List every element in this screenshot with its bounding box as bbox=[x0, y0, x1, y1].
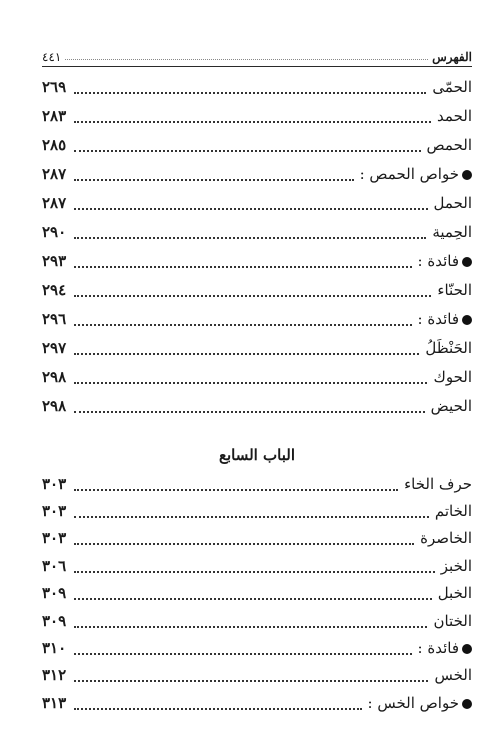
dot-leader bbox=[74, 179, 354, 181]
index-entry bbox=[42, 580, 472, 607]
entry-text: الخبز bbox=[440, 556, 472, 575]
entry-page-number: ٣٠٣ bbox=[42, 502, 67, 521]
entry-page-number: ٢٩٤ bbox=[42, 280, 67, 299]
entry-label bbox=[437, 107, 472, 125]
index-entry bbox=[42, 72, 472, 101]
dot-leader bbox=[74, 295, 431, 297]
index-entry bbox=[42, 304, 472, 333]
index-entry bbox=[42, 391, 472, 420]
entry-text: الحيض bbox=[430, 396, 472, 415]
index-entry bbox=[42, 470, 472, 497]
entry-page-number: ٢٩٦ bbox=[42, 309, 67, 328]
entry-page-number: ٣١٠ bbox=[42, 639, 67, 658]
entry-label bbox=[427, 136, 472, 154]
entry-label bbox=[433, 368, 472, 386]
entry-label bbox=[425, 339, 472, 357]
index-entry bbox=[42, 333, 472, 362]
entry-page-number: ٢٨٧ bbox=[42, 193, 67, 212]
index-entry bbox=[42, 130, 472, 159]
index-entry bbox=[42, 246, 472, 275]
dot-leader bbox=[74, 653, 412, 655]
entry-label bbox=[360, 165, 472, 183]
bullet-icon bbox=[462, 699, 472, 709]
entry-text: الحمد bbox=[437, 106, 472, 125]
entry-text: الحوك bbox=[433, 367, 472, 386]
entry-label bbox=[418, 639, 472, 657]
index-entry bbox=[42, 634, 472, 661]
entry-text: فائدة : bbox=[417, 309, 459, 328]
dot-leader bbox=[74, 266, 412, 268]
entry-page-number: ٣١٢ bbox=[42, 666, 67, 685]
entry-page-number: ٣١٣ bbox=[42, 693, 67, 712]
dot-leader bbox=[74, 353, 419, 355]
entry-page-number: ٣٠٣ bbox=[42, 529, 67, 548]
index-list-section-2 bbox=[42, 470, 472, 717]
entry-text: الحنّاء bbox=[437, 280, 472, 299]
bullet-icon bbox=[462, 315, 472, 325]
entry-label bbox=[432, 78, 472, 96]
entry-page-number: ٢٩٧ bbox=[42, 338, 67, 357]
running-head-leader bbox=[65, 59, 428, 60]
index-entry bbox=[42, 662, 472, 689]
entry-text: الحمّى bbox=[432, 77, 472, 96]
entry-text: الخاتم bbox=[434, 502, 472, 521]
dot-leader bbox=[74, 121, 431, 123]
entry-page-number: ٣٠٩ bbox=[42, 611, 67, 630]
entry-page-number: ٢٩٣ bbox=[42, 251, 67, 270]
index-entry bbox=[42, 101, 472, 130]
dot-leader bbox=[74, 489, 398, 491]
entry-label bbox=[418, 310, 472, 328]
index-entry bbox=[42, 217, 472, 246]
entry-page-number: ٢٦٩ bbox=[42, 77, 67, 96]
entry-text: الحِمية bbox=[432, 222, 472, 241]
dot-leader bbox=[74, 516, 429, 518]
running-head bbox=[42, 46, 472, 67]
entry-page-number: ٣٠٦ bbox=[42, 556, 67, 575]
entry-page-number: ٢٨٥ bbox=[42, 135, 67, 154]
dot-leader bbox=[74, 708, 362, 710]
entry-page-number: ٢٨٧ bbox=[42, 164, 67, 183]
entry-text: الختان bbox=[433, 611, 472, 630]
dot-leader bbox=[74, 411, 425, 413]
dot-leader bbox=[74, 598, 432, 600]
entry-text: الحمل bbox=[433, 193, 472, 212]
entry-label bbox=[432, 223, 472, 241]
index-list-section-1 bbox=[42, 72, 472, 420]
dot-leader bbox=[74, 237, 426, 239]
dot-leader bbox=[74, 543, 414, 545]
entry-text: خواص الحمص : bbox=[359, 164, 459, 183]
index-entry bbox=[42, 497, 472, 524]
entry-page-number: ٣٠٩ bbox=[42, 584, 67, 603]
entry-text: الحمص bbox=[426, 135, 472, 154]
entry-page-number: ٣٠٣ bbox=[42, 474, 67, 493]
entry-text: فائدة : bbox=[417, 251, 459, 270]
entry-label bbox=[438, 584, 472, 602]
index-entry bbox=[42, 689, 472, 716]
bullet-icon bbox=[462, 257, 472, 267]
dot-leader bbox=[74, 626, 427, 628]
entry-text: الخس bbox=[434, 666, 472, 685]
index-entry bbox=[42, 362, 472, 391]
index-entry bbox=[42, 607, 472, 634]
entry-page-number: ٢٩٨ bbox=[42, 367, 67, 386]
entry-page-number: ٢٨٣ bbox=[42, 106, 67, 125]
index-entry bbox=[42, 188, 472, 217]
dot-leader bbox=[74, 92, 426, 94]
entry-label bbox=[420, 529, 472, 547]
entry-text: الحَنْظَلُ bbox=[425, 338, 472, 357]
entry-label bbox=[437, 281, 472, 299]
dot-leader bbox=[74, 208, 428, 210]
entry-page-number: ٢٩٠ bbox=[42, 222, 67, 241]
dot-leader bbox=[74, 382, 427, 384]
dot-leader bbox=[74, 324, 412, 326]
running-head-title: الفهرس bbox=[432, 50, 472, 64]
entry-page-number: ٢٩٨ bbox=[42, 396, 67, 415]
entry-label bbox=[433, 612, 472, 630]
entry-label bbox=[441, 557, 472, 575]
index-entry bbox=[42, 552, 472, 579]
entry-label bbox=[431, 397, 472, 415]
index-entry bbox=[42, 525, 472, 552]
section-heading: الباب السابع bbox=[218, 446, 296, 464]
dot-leader bbox=[74, 150, 421, 152]
dot-leader bbox=[74, 680, 428, 682]
entry-label bbox=[434, 666, 472, 684]
entry-label bbox=[434, 194, 472, 212]
bullet-icon bbox=[462, 170, 472, 180]
entry-text: فائدة : bbox=[417, 639, 459, 658]
index-entry bbox=[42, 275, 472, 304]
entry-label bbox=[418, 252, 472, 270]
dot-leader bbox=[74, 571, 435, 573]
entry-text: الخبل bbox=[437, 584, 472, 603]
entry-text: حرف الخاء bbox=[404, 474, 472, 493]
entry-label bbox=[435, 502, 472, 520]
bullet-icon bbox=[462, 644, 472, 654]
entry-text: الخاصرة bbox=[420, 529, 472, 548]
entry-text: خواص الخس : bbox=[367, 693, 459, 712]
running-head-page-number: ٤٤١ bbox=[42, 50, 62, 64]
entry-label bbox=[404, 475, 472, 493]
entry-label bbox=[368, 694, 472, 712]
index-entry bbox=[42, 159, 472, 188]
